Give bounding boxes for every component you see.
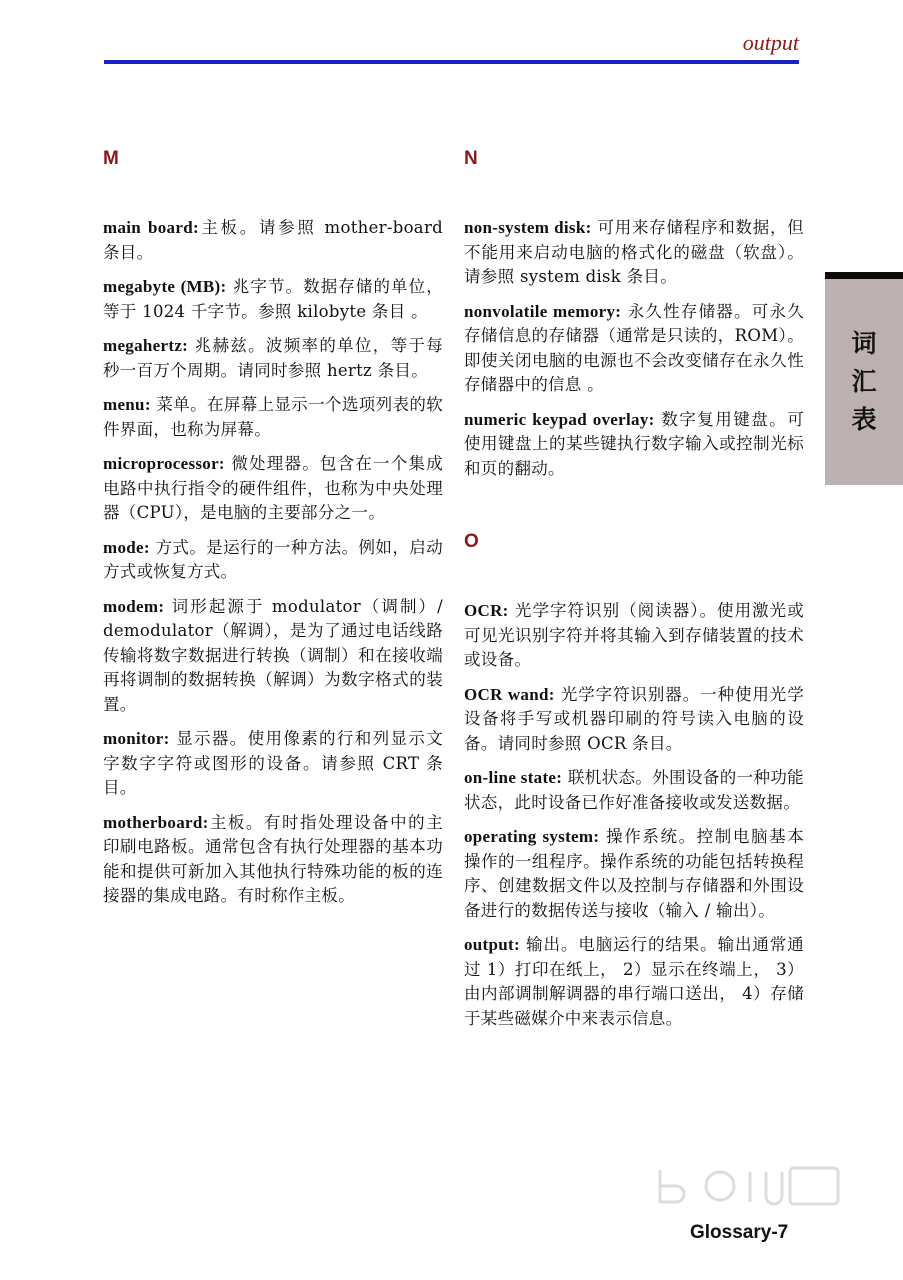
glossary-entry: [103, 811, 443, 909]
glossary-thumb-tab: [825, 272, 903, 485]
entry-definition: 显示器。使用像素的行和列显示文字数字字符或图形的设备。请参照 CRT 条目。: [103, 729, 443, 797]
entry-definition: 输出。电脑运行的结果。输出通常通过 1）打印在纸上， 2）显示在终端上， 3）由内部调制解调器的串行端口送出， 4）存储于某些磁媒介中来表示信息。: [464, 935, 804, 1028]
entry-definition: 永久性存储器。可永久存储信息的存储器（通常是只读的，ROM）。即使关闭电脑的电源也不会改变储存在永久性存储器中的信息 。: [464, 301, 804, 394]
glossary-entry: [464, 766, 804, 815]
glossary-entry: [103, 393, 443, 442]
glossary-entry: [464, 683, 804, 757]
section-letter-o: O: [464, 531, 479, 552]
glossary-entry: [103, 275, 443, 324]
glossary-entry: [103, 452, 443, 526]
glossary-column-right: [464, 148, 804, 1041]
header-rule: [104, 60, 799, 64]
section-letter-m: M: [103, 148, 119, 169]
entry-term: megabyte (MB):: [103, 277, 227, 296]
glossary-entry: [103, 216, 443, 265]
entry-definition: 光学字符识别（阅读器）。使用激光或可见光识别字符并将其输入到存储装置的技术或设备。: [464, 601, 804, 669]
side-tab-char: 汇: [851, 367, 877, 396]
section-letter-n: N: [464, 148, 478, 169]
entry-term: OCR wand:: [464, 684, 555, 704]
glossary-entry: [464, 825, 804, 923]
entry-term: nonvolatile memory:: [464, 301, 622, 321]
entry-term: output:: [464, 935, 520, 954]
glossary-entry: [103, 536, 443, 585]
running-head-title: output: [742, 30, 799, 55]
entry-definition: 数字复用键盘。可使用键盘上的某些键执行数字输入或控制光标和页的翻动。: [464, 409, 805, 478]
entry-definition: 可用来存储程序和数据，但不能用来启动电脑的格式化的磁盘（软盘）。请参照 system disk 条目。: [464, 218, 804, 286]
entry-definition: 微处理器。包含在一个集成电路中执行指令的硬件组件，也称为中央处理器（CPU），是电脑的主要部分之一。: [103, 454, 443, 522]
glossary-entry: [464, 599, 804, 673]
glossary-entry: [103, 727, 443, 801]
side-tab-char: 词: [851, 329, 877, 358]
entry-definition: 光学字符识别器。一种使用光学设备将手写或机器印刷的符号读入电脑的设备。请同时参照 OCR 条目。: [464, 684, 804, 753]
section-gap: [464, 491, 804, 531]
entry-term: motherboard:: [103, 812, 209, 832]
entry-definition: 兆赫兹。波频率的单位，等于每秒一百万个周期。请同时参照 hertz 条目。: [103, 336, 443, 380]
entry-definition: 联机状态。外围设备的一种功能状态，此时设备已作好准备接收或发送数据。: [464, 768, 804, 812]
entry-term: operating system:: [464, 827, 600, 846]
entry-term: OCR:: [464, 601, 509, 620]
entry-term: numeric keypad overlay:: [464, 409, 655, 429]
entry-definition: 菜单。在屏幕上显示一个选项列表的软件界面，也称为屏幕。: [103, 395, 443, 439]
entry-term: microprocessor:: [103, 454, 225, 473]
entry-term: menu:: [103, 395, 151, 414]
entry-term: mode:: [103, 537, 150, 557]
glossary-entry: [464, 933, 804, 1031]
entry-term: monitor:: [103, 729, 170, 748]
glossary-entry: [464, 408, 804, 482]
entry-definition: 词形起源于 modulator（调制）/ demodulator（解调），是为了通过电话线路传输将数字数据进行转换（调制）和在接收端再将调制的数据转换（解调）为数字格式的装置。: [103, 596, 443, 714]
glossary-column-left: [103, 148, 443, 919]
glossary-entry: [464, 300, 804, 398]
glossary-entry: [464, 216, 804, 290]
entry-definition: 方式。是运行的一种方法。例如，启动方式或恢复方式。: [103, 537, 443, 581]
entry-term: megahertz:: [103, 336, 189, 355]
entry-term: modem:: [103, 596, 165, 616]
glossary-entry: [103, 595, 443, 718]
entry-definition: 操作系统。控制电脑基本操作的一组程序。操作系统的功能包括转换程序、创建数据文件以及控制与存储器和外围设备进行的数据传送与接收（输入 / 输出）。: [464, 827, 804, 920]
entry-definition: 主板。请参照 mother-board 条目。: [103, 218, 443, 262]
entry-definition: 主板。有时指处理设备中的主印刷电路板。通常包含有执行处理器的基本功能和提供可新加入其他执行特殊功能的板的连接器的集成电路。有时称作主板。: [103, 812, 443, 905]
entry-term: main board:: [103, 218, 199, 237]
entry-definition: 兆字节。数据存储的单位，等于 1024 千字节。参照 kilobyte 条目 。: [103, 277, 443, 321]
glossary-entry: [103, 334, 443, 383]
side-tab-char: 表: [851, 405, 877, 434]
page-number: Glossary-7: [690, 1222, 789, 1243]
entry-term: non-system disk:: [464, 218, 592, 237]
entry-term: on-line state:: [464, 768, 563, 787]
